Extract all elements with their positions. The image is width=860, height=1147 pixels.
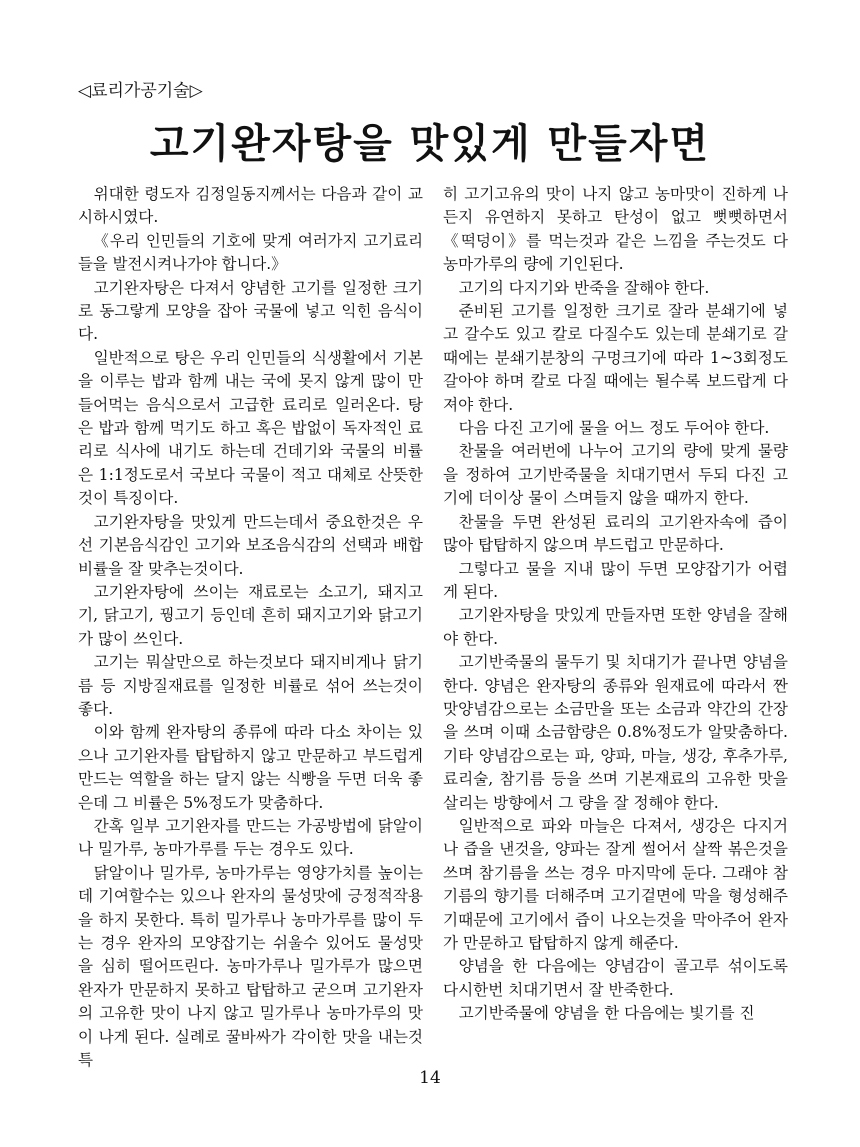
paragraph: 고기완자탕을 맛있게 만드는데서 중요한것은 우선 기본음식감인 고기와 보조음식감의 선택과 배합비률을 잘 맞추는것이다. (78, 512, 423, 578)
article-title: 고기완자탕을 맛있게 만들자면 (149, 121, 711, 167)
paragraph: 찬물을 두면 완성된 료리의 고기완자속에 즙이 많아 탑탑하지 않으며 부드럽고 만문하다. (443, 512, 788, 555)
paragraph: 고기반죽물의 물두기 및 치대기가 끝나면 양념을 한다. 양념은 완자탕의 종류와 원재료에 따라서 짠맛양념감으로는 소금만을 또는 소금과 약간의 간장을 쓰며 이때 소금함량은 0.8%정도가 알맞춤하다. 기타 양념감으로는 파, 양파, 마늘, 생강, 후추가루, 료리술, 참기름 등을 쓰며 기본재료의 고유한 맛을 살리는 방향에서 그 량을 잘 정해야 한다. (443, 653, 788, 812)
paragraph: 그렇다고 물을 지내 많이 두면 모양잡기가 어렵게 된다. (443, 559, 788, 601)
paragraph: 고기완자탕은 다져서 양념한 고기를 일정한 크기로 동그랗게 모양을 잡아 국물에 넣고 익힌 음식이다. (78, 278, 423, 344)
paragraph: 준비된 고기를 일정한 크기로 잘라 분쇄기에 넣고 갈수도 있고 칼로 다질수도 있는데 분쇄기로 갈 때에는 분쇄기분창의 구멍크기에 따라 1~3회정도 갈아야 하며 칼로 다질 때에는 될수록 보드랍게 다져야 한다. (443, 302, 788, 414)
paragraph: 고기의 다지기와 반죽을 잘해야 한다. (458, 278, 710, 297)
section-header: ◁료리가공기술▷ (78, 81, 203, 101)
left-column (78, 183, 423, 1072)
paragraph: 고기완자탕을 맛있게 만들자면 또한 양념을 잘해야 한다. (443, 606, 788, 648)
paragraph: 이와 함께 완자탕의 종류에 따라 다소 차이는 있으나 고기완자를 탑탑하지 않고 만문하고 부드럽게 만드는 역할을 하는 달지 않는 식빵을 두면 더욱 좋은데 그 비률은 5%정도가 맞춤하다. (78, 723, 423, 812)
paragraph: 일반적으로 파와 마늘은 다져서, 생강은 다지거나 즙을 낸것을, 양파는 잘게 썰어서 살짝 볶은것을 쓰며 참기름을 쓰는 경우 마지막에 둔다. 그래야 참기름의 향기를 더해주며 고기겉면에 막을 형성해주기때문에 고기에서 즙이 나오는것을 막아주어 완자가 만문하고 탑탑하지 않게 해준다. (443, 816, 788, 952)
paragraph: 닭알이나 밀가루, 농마가루는 영양가치를 높이는데 기여할수는 있으나 완자의 물성맛에 긍정적작용을 하지 못한다. 특히 밀가루나 농마가루를 많이 두는 경우 완자의 모양잡기는 쉬울수 있어도 물성맛을 심히 떨어뜨린다. 농마가루나 밀가루가 많으면 완자가 만문하지 못하고 탑탑하고 굳으며 고기완자의 고유한 맛이 나지 않고 밀가루나 농마가루의 맛이 나게 된다. 실례로 꿀바싸가 각이한 맛을 내는것 특 (78, 863, 423, 1070)
paragraph: 위대한 령도자 김정일동지께서는 다음과 같이 교시하시였다. (78, 185, 423, 227)
page-number: 14 (419, 1068, 441, 1088)
paragraph: 양념을 한 다음에는 양념감이 골고루 섞이도록 다시한번 치대기면서 잘 반죽한다. (443, 957, 788, 999)
right-column (443, 183, 788, 1026)
paragraph: 간혹 일부 고기완자를 만드는 가공방법에 닭알이나 밀가루, 농마가루를 두는 경우도 있다. (78, 816, 423, 859)
paragraph: 히 고기고유의 맛이 나지 않고 농마맛이 진하게 나든지 유연하지 못하고 탄성이 없고 뻣뻣하면서 《떡덩이》를 먹는것과 같은 느낌을 주는것도 다 농마가루의 량에 기인된다. (443, 185, 788, 274)
paragraph: 고기는 뭐살만으로 하는것보다 돼지비게나 닭기름 등 지방질재료를 일정한 비률로 섞어 쓰는것이 좋다. (78, 653, 423, 718)
paragraph: 고기반죽물에 양념을 한 다음에는 빛기를 진 (458, 1004, 755, 1023)
paragraph: 다음 다진 고기에 물을 어느 정도 두어야 한다. (458, 419, 770, 438)
paragraph: 일반적으로 탕은 우리 인민들의 식생활에서 기본을 이루는 밥과 함께 내는 국에 못지 않게 많이 만들어먹는 음식으로서 고급한 료리로 일러온다. 탕은 밥과 함께 먹기도 하고 혹은 밥없이 독자적인 료리로 식사에 내기도 하는데 건데기와 국물의 비률은 1:1정도로서 국보다 국물이 적고 대체로 산뜻한것이 특징이다. (78, 348, 423, 508)
paragraph: 고기완자탕에 쓰이는 재료로는 소고기, 돼지고기, 닭고기, 꿩고기 등인데 흔히 돼지고기와 닭고기가 많이 쓰인다. (78, 582, 423, 648)
paragraph: 찬물을 여러번에 나누어 고기의 량에 맞게 물량을 정하여 고기반죽물을 치대기면서 두되 다진 고기에 더이상 물이 스며들지 않을 때까지 한다. (443, 442, 788, 508)
quote-paragraph: 《우리 인민들의 기호에 맞게 여러가지 고기료리들을 발전시켜나가야 합니다.》 (78, 231, 423, 274)
